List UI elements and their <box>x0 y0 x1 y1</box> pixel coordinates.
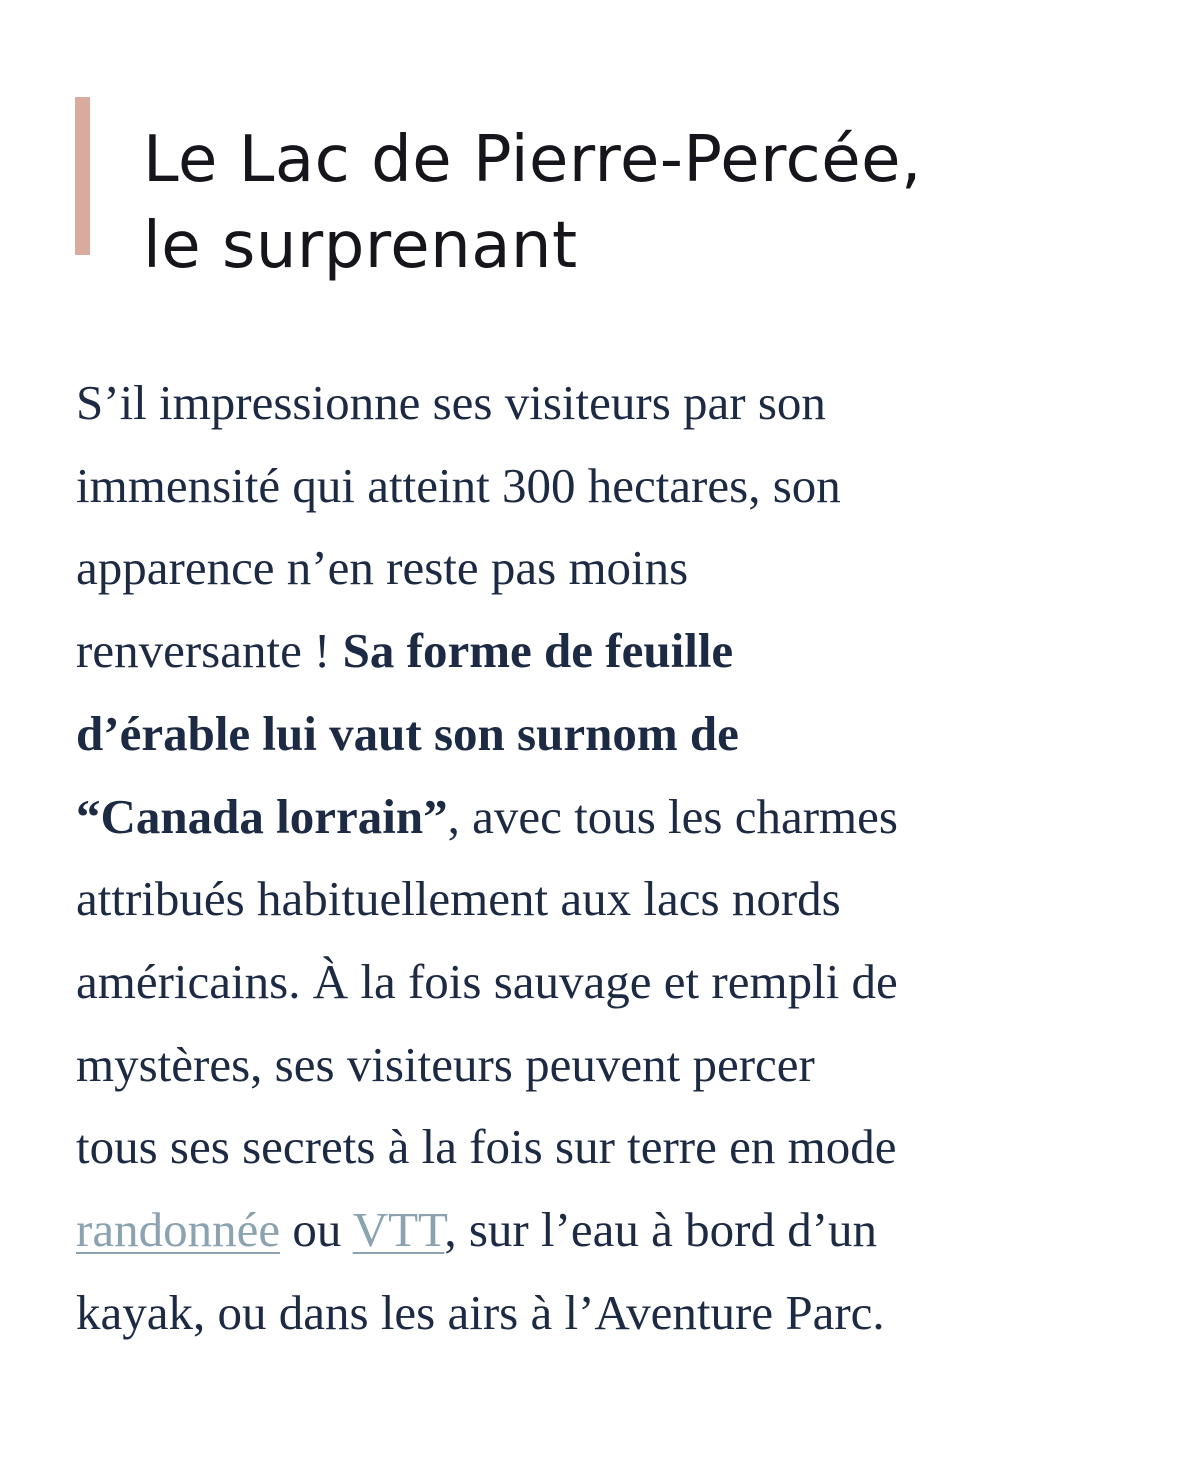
paragraph-text: renversante ! <box>76 623 343 679</box>
randonnee-link[interactable]: randonnée <box>76 1202 281 1258</box>
paragraph-line: S’il impressionne ses visiteurs par son <box>76 375 826 430</box>
heading-accent-bar <box>75 97 90 255</box>
paragraph-line <box>76 776 1136 859</box>
paragraph-line: immensité qui atteint 300 hectares, son <box>76 457 841 513</box>
paragraph-line: attribués habituellement aux lacs nords <box>76 871 841 927</box>
paragraph-line: mystères, ses visiteurs peuvent percer <box>76 1036 815 1092</box>
section-heading-line-1: Le Lac de Pierre-Percée, <box>143 123 922 197</box>
paragraph-text: , avec tous les charmes <box>447 788 898 844</box>
paragraph-text: ou <box>280 1202 353 1258</box>
paragraph-emphasis: “Canada lorrain” <box>76 788 448 844</box>
article-paragraph <box>76 362 1136 1354</box>
paragraph-line: américains. À la fois sauvage et rempli de <box>76 953 898 1009</box>
paragraph-line <box>76 1189 1136 1272</box>
section-heading-line-2: le surprenant <box>143 209 578 283</box>
paragraph-line: apparence n’en reste pas moins <box>76 540 689 596</box>
paragraph-emphasis: Sa forme de feuille <box>342 623 734 679</box>
paragraph-line <box>76 693 1136 776</box>
vtt-link[interactable]: VTT <box>352 1202 445 1258</box>
paragraph-line: tous ses secrets à la fois sur terre en mode <box>76 1119 897 1175</box>
paragraph-text: , sur l’eau à bord d’un <box>444 1202 878 1258</box>
paragraph-emphasis: d’érable lui vaut son surnom de <box>76 705 739 761</box>
paragraph-line: kayak, ou dans les airs à l’Aventure Parc. <box>76 1284 885 1340</box>
section-heading <box>143 117 1103 289</box>
paragraph-line <box>76 610 1136 693</box>
